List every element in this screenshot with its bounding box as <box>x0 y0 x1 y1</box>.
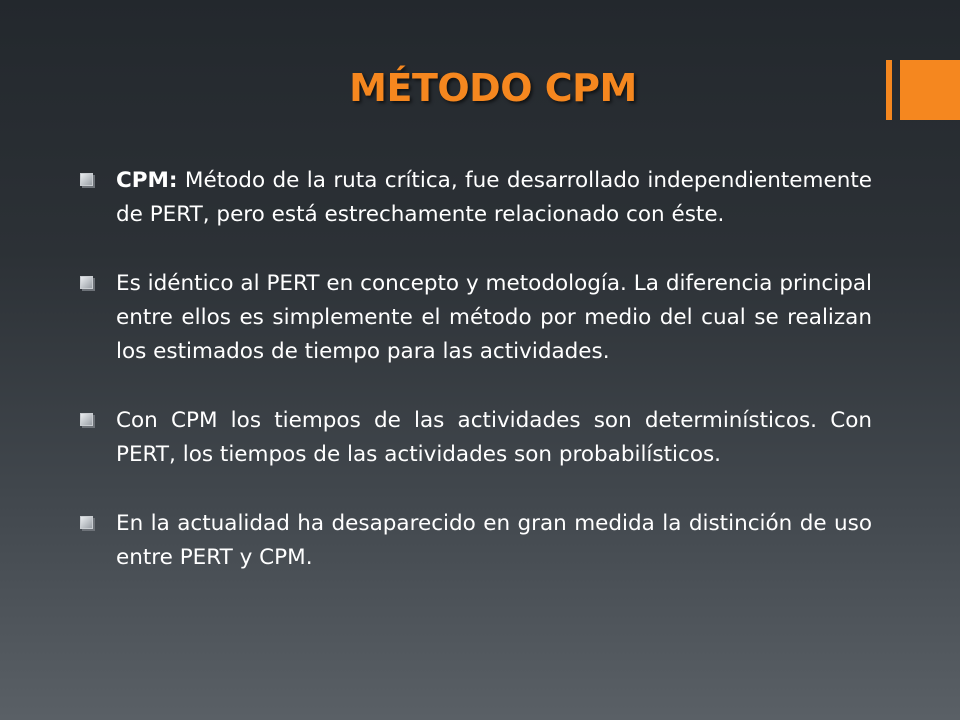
bullet-lead-text: CPM: <box>116 168 178 193</box>
bullet-text: Método de la ruta crítica, fue desarrollado independientemente de PERT, pero está estrechamente relacionado con éste. <box>116 168 872 227</box>
title-accent-bar-thin <box>886 60 892 120</box>
bullet-text: En la actualidad ha desaparecido en gran medida la distinción de uso entre PERT y CPM. <box>116 511 872 570</box>
square-bullet-icon <box>80 516 93 529</box>
bullet-list <box>78 164 872 610</box>
square-bullet-icon <box>80 413 93 426</box>
bullet-text: Con CPM los tiempos de las actividades son determinísticos. Con PERT, los tiempos de las actividades son probabilísticos. <box>116 408 872 467</box>
square-bullet-icon <box>80 276 93 289</box>
square-bullet-icon <box>80 173 93 186</box>
bullet-item <box>78 267 872 369</box>
bullet-item <box>78 404 872 472</box>
bullet-text: Es idéntico al PERT en concepto y metodología. La diferencia principal entre ellos es simplemente el método por medio del cual se realizan los estimados de tiempo para las actividades. <box>116 271 872 364</box>
bullet-item <box>78 507 872 575</box>
slide-title: MÉTODO CPM <box>349 66 637 110</box>
title-accent-bar-thick <box>900 60 960 120</box>
bullet-item <box>78 164 872 232</box>
